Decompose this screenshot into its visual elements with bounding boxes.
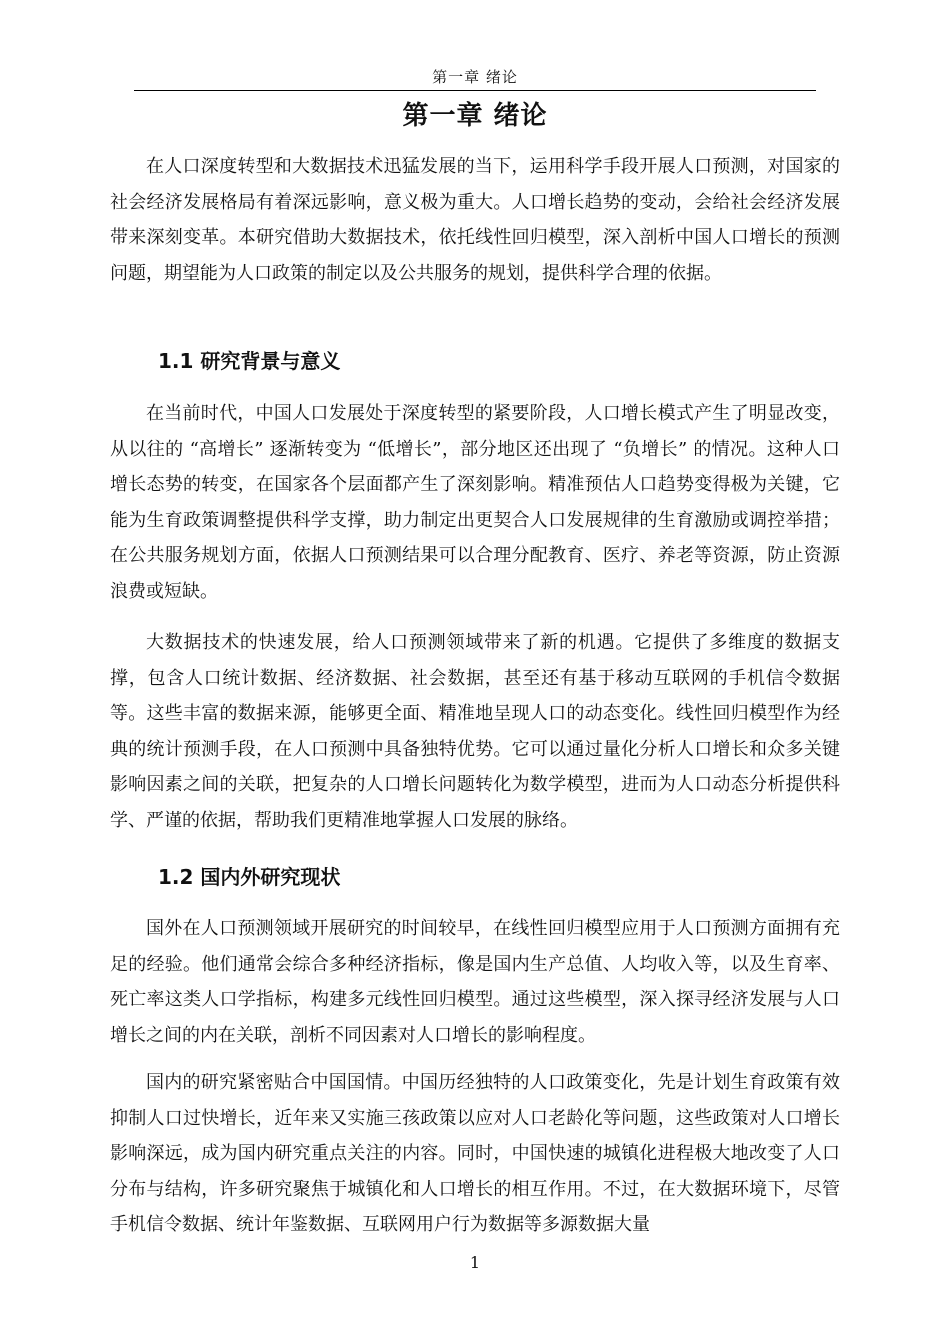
section-1-paragraph-1-block: [110, 396, 840, 609]
section-1-paragraph-1: 在当前时代，中国人口发展处于深度转型的紧要阶段，人口增长模式产生了明显改变，从以往的 “高增长” 逐渐转变为 “低增长”，部分地区还出现了 “负增长” 的情况。这种人口增长态势的转变，在国家各个层面都产生了深刻影响。精准预估人口趋势变得极为关键，它能为生育政策调整提供科学支撑，助力制定出更契合人口发展规律的生育激励或调控举措；在公共服务规划方面，依据人口预测结果可以合理分配教育、医疗、养老等资源，防止资源浪费或短缺。: [110, 403, 840, 602]
section-heading-1-1: 1.1 研究背景与意义: [158, 349, 341, 373]
header-rule: [134, 90, 816, 91]
section-2-paragraph-1-block: [110, 911, 840, 1053]
section-1-paragraph-2: 大数据技术的快速发展，给人口预测领域带来了新的机遇。它提供了多维度的数据支撑，包含人口统计数据、经济数据、社会数据，甚至还有基于移动互联网的手机信令数据等。这些丰富的数据来源，能够更全面、精准地呈现人口的动态变化。线性回归模型作为经典的统计预测手段，在人口预测中具备独特优势。它可以通过量化分析人口增长和众多关键影响因素之间的关联，把复杂的人口增长问题转化为数学模型，进而为人口动态分析提供科学、严谨的依据，帮助我们更精准地掌握人口发展的脉络。: [110, 632, 840, 831]
page-number: 1: [469, 1253, 481, 1272]
intro-paragraph: 在人口深度转型和大数据技术迅猛发展的当下，运用科学手段开展人口预测，对国家的社会经济发展格局有着深远影响，意义极为重大。人口增长趋势的变动，会给社会经济发展带来深刻变革。本研究借助大数据技术，依托线性回归模型，深入剖析中国人口增长的预测问题，期望能为人口政策的制定以及公共服务的规划，提供科学合理的依据。: [110, 156, 840, 284]
section-2-paragraph-2-block: [110, 1065, 840, 1243]
intro-block: [110, 149, 840, 291]
section-heading-1-2: 1.2 国内外研究现状: [158, 865, 341, 889]
section-2-paragraph-2: 国内的研究紧密贴合中国国情。中国历经独特的人口政策变化，先是计划生育政策有效抑制人口过快增长，近年来又实施三孩政策以应对人口老龄化等问题，这些政策对人口增长影响深远，成为国内研究重点关注的内容。同时，中国快速的城镇化进程极大地改变了人口分布与结构，许多研究聚焦于城镇化和人口增长的相互作用。不过，在大数据环境下，尽管手机信令数据、统计年鉴数据、互联网用户行为数据等多源数据大量: [110, 1072, 840, 1235]
section-2-heading-block: [110, 861, 840, 890]
running-header: 第一章 绪论: [432, 68, 518, 86]
section-1-paragraph-2-block: [110, 625, 840, 838]
chapter-title: 第一章 绪论: [402, 101, 548, 131]
section-2-paragraph-1: 国外在人口预测领域开展研究的时间较早，在线性回归模型应用于人口预测方面拥有充足的经验。他们通常会综合多种经济指标，像是国内生产总值、人均收入等，以及生育率、死亡率这类人口学指标，构建多元线性回归模型。通过这些模型，深入探寻经济发展与人口增长之间的内在关联，剖析不同因素对人口增长的影响程度。: [110, 918, 840, 1046]
section-1-heading-block: [110, 345, 840, 374]
